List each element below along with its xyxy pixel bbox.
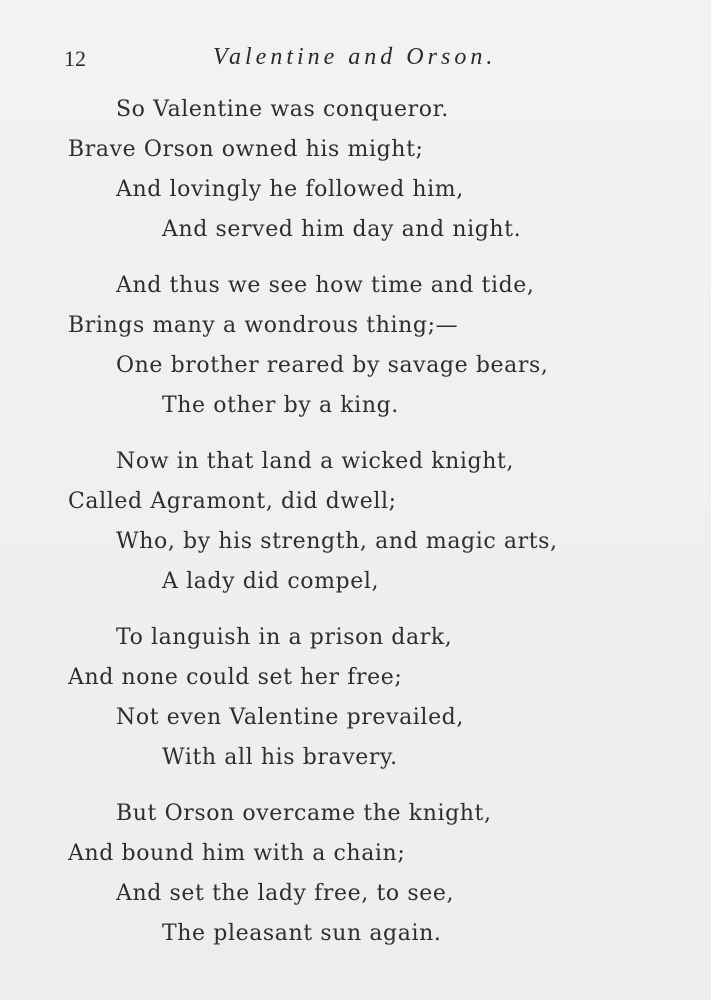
poem-line: With all his bravery. [162,745,398,770]
stanza-1 [0,90,711,250]
poem-line: Not even Valentine prevailed, [116,705,464,730]
poem-line: And none could set her free; [68,665,403,690]
poem-line: Who, by his strength, and magic arts, [116,529,558,554]
stanza-2 [0,266,711,426]
poem-line: One brother reared by savage bears, [116,353,549,378]
poem-line: And lovingly he followed him, [116,177,464,202]
poem-line: And bound him with a chain; [68,841,406,866]
running-title: Valentine and Orson. [213,44,497,70]
poem-line: Brings many a wondrous thing;— [68,313,459,338]
poem-line: So Valentine was conqueror. [116,97,449,122]
poem-line: And thus we see how time and tide, [116,273,535,298]
stanza-4 [0,618,711,778]
poem-line: The other by a king. [162,393,399,418]
poem-line: Brave Orson owned his might; [68,137,424,162]
poem-line: And served him day and night. [162,217,522,242]
stanza-5 [0,794,711,954]
poem-line: A lady did compel, [162,569,380,594]
poem-line: Called Agramont, did dwell; [68,489,397,514]
stanza-3 [0,442,711,602]
page-header [0,40,711,80]
poem-line: But Orson overcame the knight, [116,801,492,826]
poem-line: To languish in a prison dark, [116,625,453,650]
poem-line: Now in that land a wicked knight, [116,449,515,474]
poem-line: And set the lady free, to see, [116,881,455,906]
page-number: 12 [64,46,86,71]
poem-line: The pleasant sun again. [162,921,442,946]
poem [0,90,711,970]
